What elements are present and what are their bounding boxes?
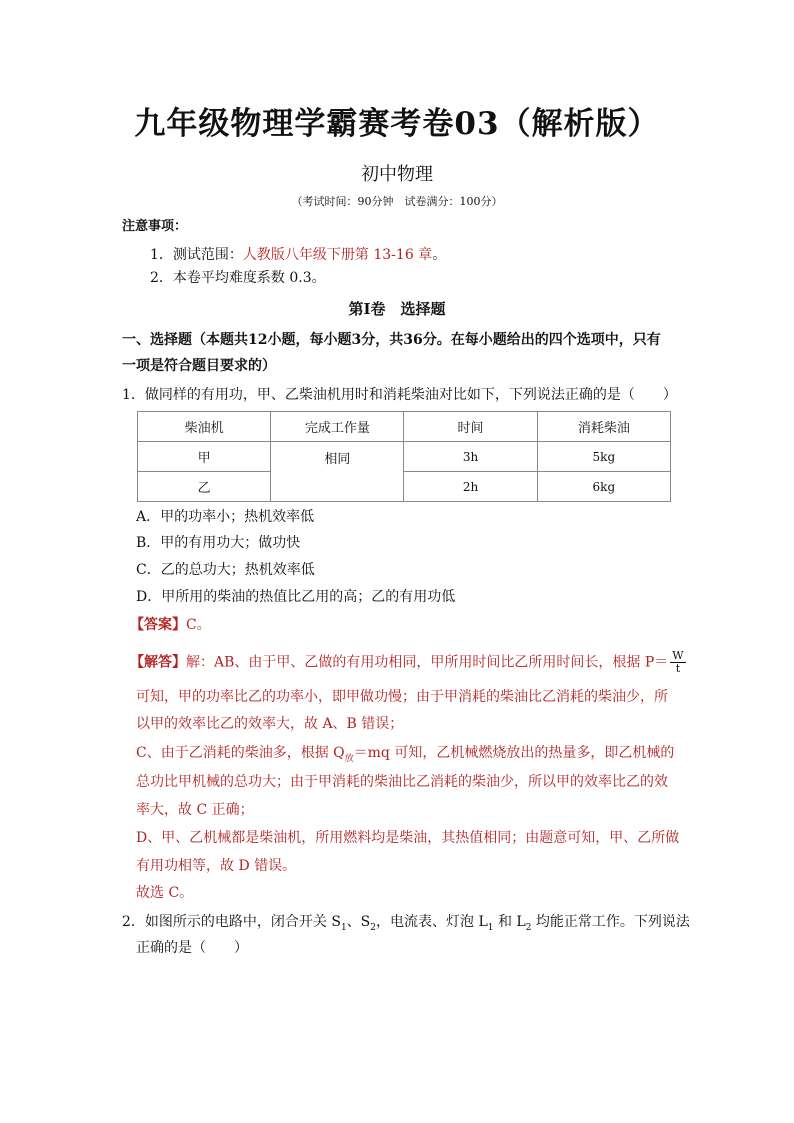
fraction-numerator: W	[672, 649, 684, 662]
exam-info: （考试时间：90分钟 试卷满分：100分）	[291, 195, 503, 208]
q2-text: 2．如图所示的电路中，闭合开关 S	[122, 914, 341, 930]
q1-conclusion: 故选 C。	[136, 885, 194, 901]
answer-label: 【答案】	[130, 617, 186, 633]
q2-text: 均能正常工作。下列说法	[531, 914, 690, 930]
q1-analysis-line-2: 可知，甲的功率比乙的功率小，即甲做功慢；由于甲消耗的柴油比乙消耗的柴油少，所	[136, 689, 668, 705]
q1-analysis-line-3: 以甲的效率比乙的效率大，故 A、B 错误；	[136, 716, 404, 732]
q1-option-c: C．乙的总功大；热机效率低	[136, 562, 315, 578]
subscript: 2	[370, 922, 377, 933]
table-header-cell: 时间	[404, 412, 537, 442]
notes-item-1	[150, 245, 446, 265]
table-cell: 6kg	[537, 472, 670, 502]
section-intro-line-2: 一项是符合题目要求的）	[122, 358, 276, 374]
table-header-row	[138, 412, 671, 442]
subscript: 放	[344, 753, 354, 764]
fraction-denominator: t	[675, 662, 681, 675]
notes-heading: 注意事项：	[122, 219, 188, 234]
table-row	[138, 472, 671, 502]
notes-item-1-prefix: 1．测试范围：	[150, 247, 243, 263]
analysis-text: 解：AB、由于甲、乙做的有用功相同，甲所用时间比乙所用时间长，根据 P＝	[186, 654, 669, 671]
analysis-text: ＝mq 可知，乙机械燃烧放出的热量多，即乙机械的	[353, 745, 675, 761]
table-row	[138, 442, 671, 472]
section-intro-line-1: 一、选择题（本题共12小题，每小题3分，共36分。在每小题给出的四个选项中，只有	[122, 332, 661, 348]
table-cell: 乙	[138, 472, 271, 502]
q1-analysis-line-6: 率大，故 C 正确；	[136, 802, 254, 818]
q1-answer	[130, 615, 211, 635]
q1-analysis-line-5: 总功比甲机械的总功大；由于甲消耗的柴油比乙消耗的柴油少，所以甲的效率比乙的效	[136, 774, 668, 790]
table-cell: 相同	[271, 442, 404, 502]
q2-text: 和 L	[493, 914, 526, 930]
analysis-text: C、由于乙消耗的柴油多，根据 Q	[136, 745, 345, 761]
subscript: 1	[340, 922, 347, 933]
q1-analysis-line-4	[136, 743, 674, 769]
notes-item-2: 2．本卷平均难度系数 0.3。	[150, 270, 326, 286]
subscript: 1	[487, 922, 494, 933]
q1-analysis-line-8: 有用功相等，故 D 错误。	[136, 858, 297, 874]
exam-subject: 初中物理	[361, 164, 433, 185]
power-fraction	[670, 650, 685, 675]
notes-item-1-highlight: 人教版八年级下册第 13-16 章	[242, 247, 433, 263]
q2-text: 、S	[346, 914, 371, 930]
section-title: 第Ⅰ卷 选择题	[348, 300, 446, 318]
exam-title: 九年级物理学霸赛考卷03（解析版）	[134, 106, 660, 142]
table-header-cell: 完成工作量	[271, 412, 404, 442]
q1-option-a: A．甲的功率小；热机效率低	[136, 509, 315, 525]
q1-option-d: D．甲所用的柴油的热值比乙用的高；乙的有用功低	[136, 589, 456, 605]
q2-stem-line-2: 正确的是（ ）	[136, 940, 248, 956]
table-header-cell: 柴油机	[138, 412, 271, 442]
answer-value: C。	[186, 617, 211, 633]
q1-table	[137, 411, 671, 502]
table-cell: 5kg	[537, 442, 670, 472]
q2-text: ，电流表、灯泡 L	[376, 914, 488, 930]
notes-item-1-suffix: 。	[432, 247, 447, 263]
subscript: 2	[525, 922, 532, 933]
q1-analysis-line-1	[130, 650, 686, 675]
q2-stem-line-1	[122, 912, 690, 938]
analysis-label: 【解答】	[130, 654, 186, 671]
q1-analysis-line-7: D、甲、乙机械都是柴油机，所用燃料均是柴油，其热值相同；由题意可知，甲、乙所做	[136, 830, 680, 846]
q1-option-b: B．甲的有用功大；做功快	[136, 535, 301, 551]
table-cell: 2h	[404, 472, 537, 502]
table-header-cell: 消耗柴油	[537, 412, 670, 442]
q1-stem: 1．做同样的有用功，甲、乙柴油机用时和消耗柴油对比如下，下列说法正确的是（ ）	[122, 387, 677, 403]
table-cell: 3h	[404, 442, 537, 472]
table-cell: 甲	[138, 442, 271, 472]
